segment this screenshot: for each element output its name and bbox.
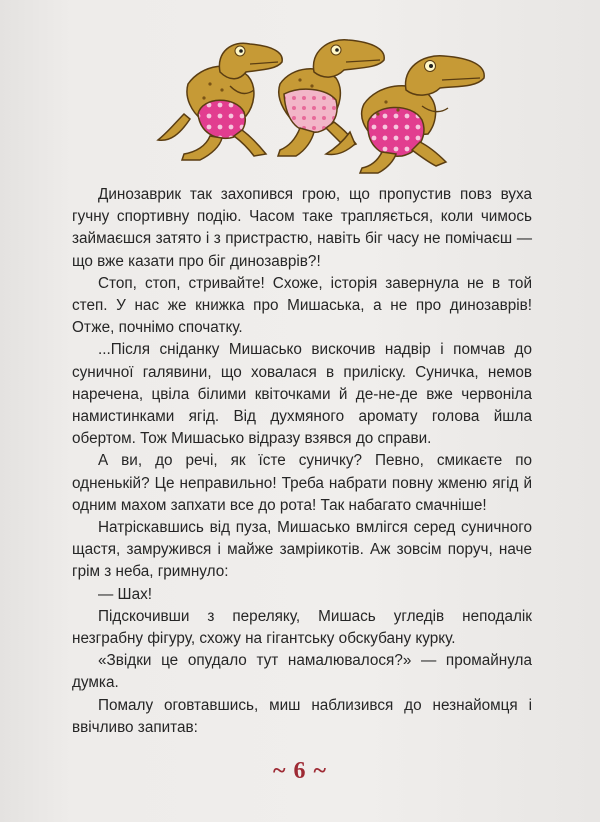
paragraph: Підскочивши з переляку, Мишась угледів неподалік незграбну фігуру, схожу на гігантську обскубану курку.	[72, 607, 532, 648]
dinosaur-left	[158, 43, 282, 160]
paragraph: Натріскавшись від пуза, Мишасько вмлігся серед суничного щастя, замружився і майже замріикотів. Аж зовсім поруч, наче грім з неба, гримнуло:	[72, 519, 532, 581]
running-dinosaurs-illustration	[150, 24, 495, 174]
page-number: ~ 6 ~	[273, 758, 327, 784]
paragraph: Помалу оговтавшись, миш наблизився до незнайомця і ввічливо запитав:	[72, 696, 532, 736]
paragraph: ...Після сніданку Мишасько вискочив надвір і помчав до суничної галявини, що ховалася в прилiску. Суничка, немов наречена, цвіла білими квіточками й де-не-де вже червоніла намистинками ягід. Від духмяного аромату голова йшла обертом. Тож Мишасько відразу взявся до справи.	[72, 341, 532, 448]
story-text	[72, 184, 532, 739]
paragraph: Стоп, стоп, стривайте! Схоже, історія завернула не в той степ. У нас же книжка про Мишаська, а не про динозаврів! Отже, почнімо спочатку.	[72, 274, 532, 337]
paragraph: Динозаврик так захопився грою, що пропустив повз вуха гучну спортивну подію. Часом таке трапляється, коли чимось займаєшся затято і з пристрастю, навіть біг часу не помічаєш — що вже казати про біг динозаврів?!	[72, 186, 532, 270]
dinosaur-right	[326, 56, 484, 173]
paragraph: — Шах!	[98, 585, 152, 603]
paragraph: А ви, до речі, як їсте суничку? Певно, смикаєте по одненькій? Це неправильно! Треба набрати повну жменю ягід й одним махом запхати все до рота! Так набагато смачніше!	[72, 452, 532, 514]
paragraph: «Звідки це опудало тут намалювалося?» — промайнула думка.	[72, 652, 532, 692]
